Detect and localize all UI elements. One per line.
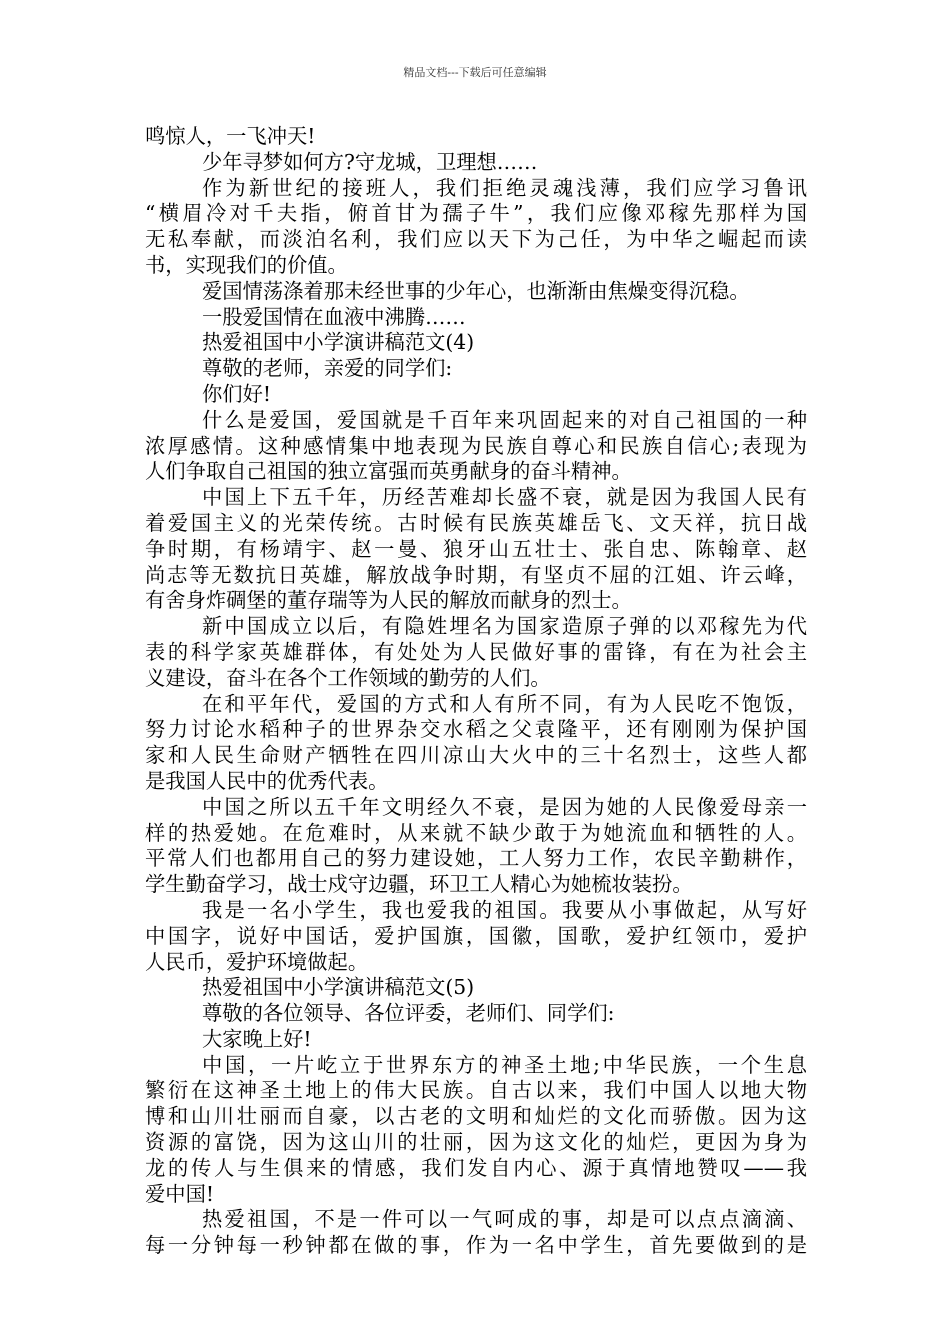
page-header: 精品文档---下载后可任意编辑	[403, 66, 547, 79]
text-line: 一股爱国情在血液中沸腾……	[202, 304, 466, 329]
text-line: 是我国人民中的优秀代表。	[145, 768, 389, 793]
text-line: 尚志等无数抗日英雄，解放战争时期，有坚贞不屈的江姐、许云峰，	[145, 562, 807, 587]
text-line: 努力讨论水稻种子的世界杂交水稻之父袁隆平，还有刚刚为保护国	[145, 717, 807, 742]
document-body	[145, 124, 807, 1259]
text-line: 作为新世纪的接班人，我们拒绝灵魂浅薄，我们应学习鲁讯	[202, 175, 807, 200]
text-line: 无私奉献，而淡泊名利，我们应以天下为己任，为中华之崛起而读	[145, 227, 807, 252]
text-line: 大家晚上好!	[202, 1026, 312, 1051]
text-line: 表的科学家英雄群体，有处处为人民做好事的雷锋，有在为社会主	[145, 639, 807, 664]
text-line: 人们争取自己祖国的独立富强而英勇献身的奋斗精神。	[145, 459, 632, 484]
text-line: 义建设，奋斗在各个工作领域的勤劳的人们。	[145, 665, 551, 690]
text-line: 博和山川壮丽而自豪，以古老的文明和灿烂的文化而骄傲。因为这	[145, 1104, 807, 1129]
text-line: 每一分钟每一秒钟都在做的事，作为一名中学生，首先要做到的是	[145, 1233, 807, 1258]
text-line: 鸣惊人，一飞冲天!	[145, 124, 316, 148]
text-line: 你们好!	[202, 381, 271, 406]
text-line: 我是一名小学生，我也爱我的祖国。我要从小事做起，从写好	[202, 897, 807, 922]
text-line: 学生勤奋学习，战士戍守边疆，环卫工人精心为她梳妆装扮。	[145, 872, 693, 897]
text-line: 家和人民生命财产牺牲在四川凉山大火中的三十名烈士，这些人都	[145, 743, 807, 768]
text-line: 繁衍在这神圣土地上的伟大民族。自古以来，我们中国人以地大物	[145, 1078, 807, 1103]
text-line: “横眉冷对千夫指，俯首甘为孺子牛”，我们应像邓稼先那样为国	[145, 201, 807, 226]
text-line: 浓厚感情。这种感情集中地表现为民族自尊心和民族自信心;表现为	[145, 433, 807, 458]
text-line: 资源的富饶，因为这山川的壮丽，因为这文化的灿烂，更因为身为	[145, 1130, 807, 1155]
text-line: 龙的传人与生俱来的情感，我们发自内心、源于真情地赞叹——我	[145, 1155, 807, 1180]
text-line: 样的热爱她。在危难时，从来就不缺少敢于为她流血和牺牲的人。	[145, 820, 807, 845]
text-line: 尊敬的各位领导、各位评委，老师们、同学们:	[202, 1001, 615, 1026]
text-line: 热爱祖国中小学演讲稿范文(5)	[202, 975, 475, 1000]
text-line: 争时期，有杨靖宇、赵一曼、狼牙山五壮士、张自忠、陈翰章、赵	[145, 536, 807, 561]
text-line: 爱中国!	[145, 1181, 214, 1206]
text-line: 书，实现我们的价值。	[145, 252, 348, 277]
text-line: 尊敬的老师，亲爱的同学们:	[202, 356, 453, 381]
text-line: 什么是爱国，爱国就是千百年来巩固起来的对自己祖国的一种	[202, 407, 807, 432]
text-line: 中国字，说好中国话，爱护国旗，国徽，国歌，爱护红领巾，爱护	[145, 923, 807, 948]
text-line: 有舍身炸碉堡的董存瑞等为人民的解放而献身的烈士。	[145, 588, 632, 613]
text-line: 中国，一片屹立于世界东方的神圣土地;中华民族，一个生息	[202, 1052, 807, 1077]
text-line: 少年寻梦如何方?守龙城，卫理想……	[202, 149, 538, 174]
text-line: 着爱国主义的光荣传统。古时候有民族英雄岳飞、文天祥，抗日战	[145, 510, 807, 535]
text-line: 新中国成立以后，有隐姓埋名为国家造原子弹的以邓稼先为代	[202, 614, 807, 639]
text-line: 人民币，爱护环境做起。	[145, 949, 369, 974]
text-line: 热爱祖国，不是一件可以一气呵成的事，却是可以点点滴滴、	[202, 1207, 807, 1232]
text-line: 在和平年代，爱国的方式和人有所不同，有为人民吃不饱饭，	[202, 691, 807, 716]
text-line: 热爱祖国中小学演讲稿范文(4)	[202, 330, 475, 355]
text-line: 中国之所以五千年文明经久不衰，是因为她的人民像爱母亲一	[202, 794, 807, 819]
text-line: 中国上下五千年，历经苦难却长盛不衰，就是因为我国人民有	[202, 485, 807, 510]
text-line: 爱国情荡涤着那未经世事的少年心，也渐渐由焦燥变得沉稳。	[202, 278, 750, 303]
text-line: 平常人们也都用自己的努力建设她，工人努力工作，农民辛勤耕作，	[145, 846, 807, 871]
